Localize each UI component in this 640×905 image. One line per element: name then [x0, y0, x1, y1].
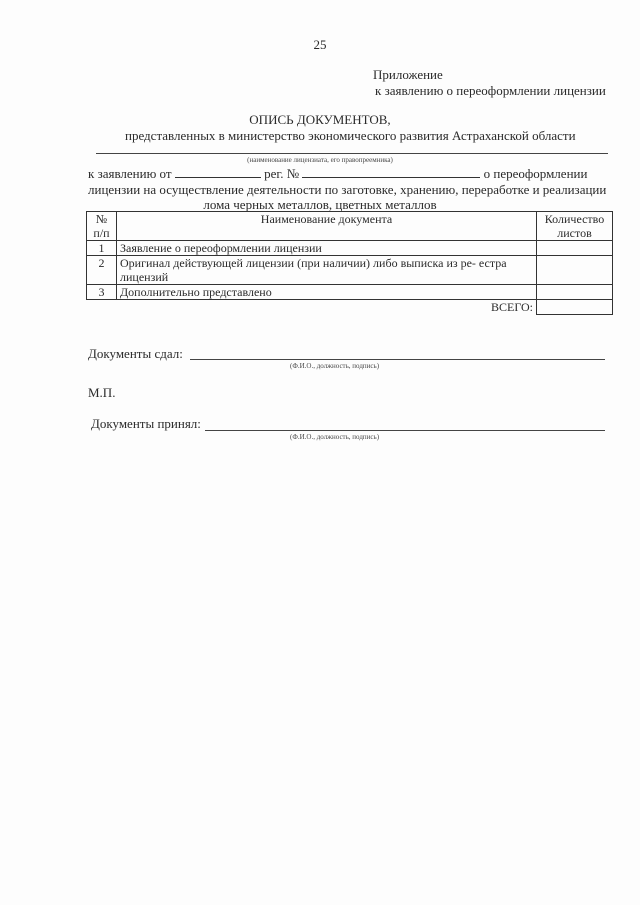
about-reissue-label: о переоформлении	[483, 166, 588, 181]
reg-number-label: рег. №	[264, 166, 300, 181]
license-activity-line: лицензии на осуществление деятельности по заготовке, хранению, переработке и реализации	[88, 182, 607, 197]
application-date-field[interactable]	[175, 166, 261, 178]
document-title: ОПИСЬ ДОКУМЕНТОВ,	[249, 112, 391, 127]
table-row	[87, 285, 613, 300]
row-num: 1	[87, 241, 117, 256]
handed-over-signature-line[interactable]	[190, 359, 605, 360]
appendix-subtitle: к заявлению о переоформлении лицензии	[375, 83, 606, 98]
total-value[interactable]	[537, 300, 613, 315]
total-row	[87, 300, 613, 315]
appendix-title: Приложение	[373, 67, 443, 82]
row-qty[interactable]	[537, 256, 613, 285]
row-num: 2	[87, 256, 117, 285]
received-label: Документы принял:	[91, 416, 201, 431]
documents-table	[86, 211, 613, 315]
row-document-name: Дополнительно представлено	[117, 285, 537, 300]
page-number: 25	[313, 37, 327, 52]
license-activity-line-2: лома черных металлов, цветных металлов	[203, 197, 437, 212]
row-document-name: Заявление о переоформлении лицензии	[117, 241, 537, 256]
handed-over-caption: (Ф.И.О., должность, подпись)	[290, 362, 380, 370]
stamp-place-label: М.П.	[88, 385, 116, 400]
table-row	[87, 241, 613, 256]
row-qty[interactable]	[537, 285, 613, 300]
header-name: Наименование документа	[117, 212, 537, 241]
table-header-row	[87, 212, 613, 241]
application-reference-line	[88, 166, 587, 182]
header-qty: Количество листов	[537, 212, 613, 241]
total-label: ВСЕГО:	[491, 300, 533, 314]
table-row	[87, 256, 613, 285]
to-application-label: к заявлению от	[88, 166, 172, 181]
handed-over-label: Документы сдал:	[88, 346, 183, 361]
reg-number-field[interactable]	[302, 166, 480, 178]
row-num: 3	[87, 285, 117, 300]
licensee-name-line[interactable]	[96, 153, 608, 154]
received-caption: (Ф.И.О., должность, подпись)	[290, 433, 380, 441]
header-num: № п/п	[87, 212, 117, 241]
document-subtitle: представленных в министерство экономического развития Астраханской области	[125, 128, 576, 143]
licensee-name-caption: (наименование лицензиата, его правопреемника)	[247, 156, 393, 164]
received-signature-line[interactable]	[205, 430, 605, 431]
row-document-name: Оригинал действующей лицензии (при наличии) либо выписка из ре- естра лицензий	[117, 256, 537, 285]
row-qty[interactable]	[537, 241, 613, 256]
